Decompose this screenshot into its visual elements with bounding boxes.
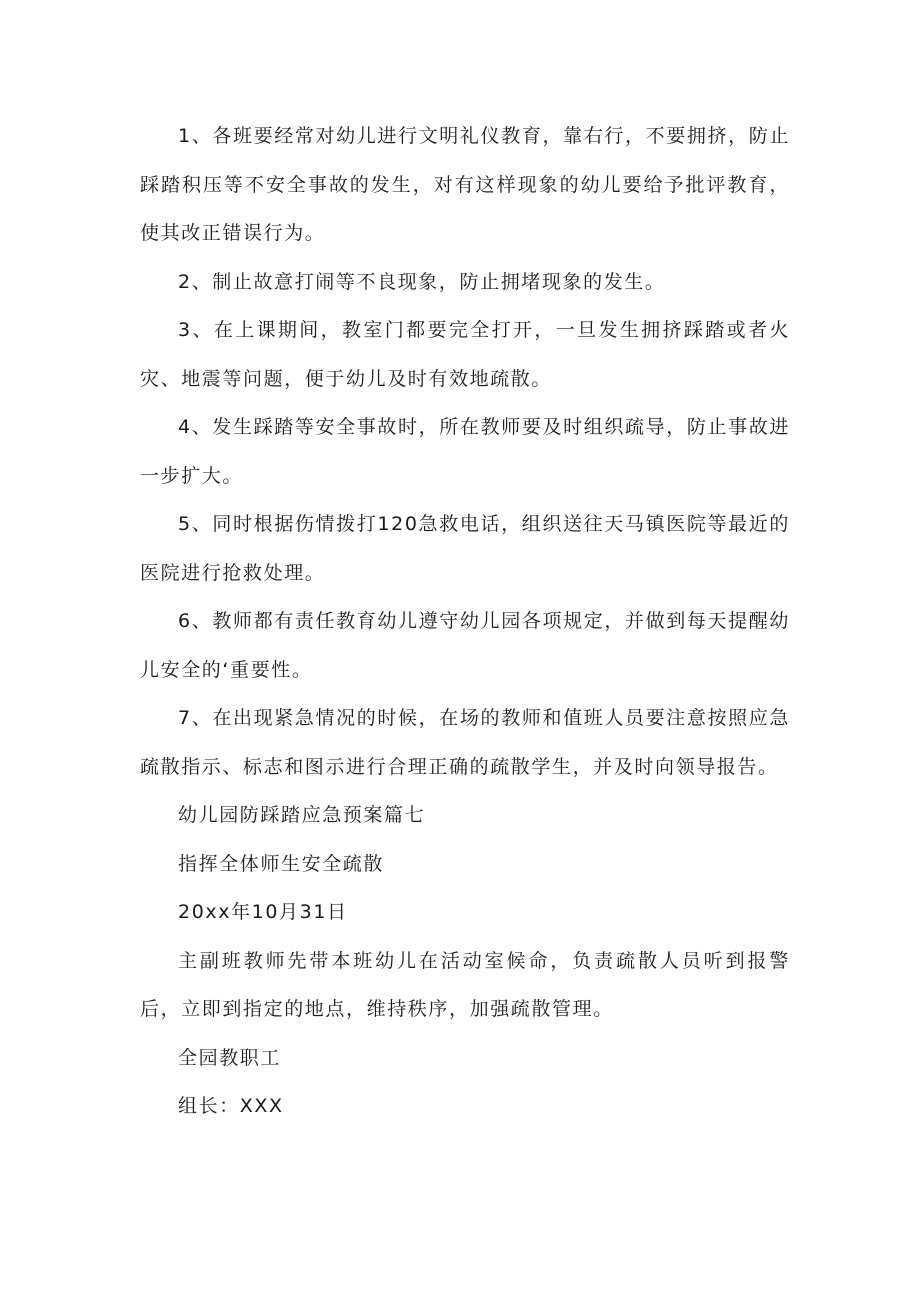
paragraph-rule-3: 3、在上课期间，教室门都要完全打开，一旦发生拥挤踩踏或者火灾、地震等问题，便于幼儿及时有效地疏散。: [140, 319, 790, 390]
paragraph-rule-1: 1、各班要经常对幼儿进行文明礼仪教育，靠右行，不要拥挤，防止踩踏积压等不安全事故的发生，对有这样现象的幼儿要给予批评教育，使其改正错误行为。: [140, 125, 790, 244]
paragraph-rule-7: 7、在出现紧急情况的时候，在场的教师和值班人员要注意按照应急疏散指示、标志和图示进行合理正确的疏散学生，并及时向领导报告。: [140, 707, 790, 778]
section-heading: 幼儿园防踩踏应急预案篇七: [178, 804, 426, 826]
command-line: 指挥全体师生安全疏散: [178, 852, 385, 875]
paragraph-rule-5: 5、同时根据伤情拨打120急救电话，组织送往天马镇医院等最近的医院进行抢救处理。: [140, 513, 790, 584]
staff-line: 全园教职工: [178, 1046, 282, 1069]
document-body: [140, 112, 790, 1131]
paragraph-rule-4: 4、发生踩踏等安全事故时，所在教师要及时组织疏导，防止事故进一步扩大。: [140, 416, 790, 487]
leader-line: 组长：XXX: [178, 1095, 284, 1117]
paragraph-instructions: 主副班教师先带本班幼儿在活动室候命，负责疏散人员听到报警后，立即到指定的地点，维持秩序，加强疏散管理。: [140, 949, 790, 1020]
date-line: 20xx年10月31日: [178, 901, 348, 923]
paragraph-rule-6: 6、教师都有责任教育幼儿遵守幼儿园各项规定，并做到每天提醒幼儿安全的‘重要性。: [140, 610, 790, 681]
paragraph-rule-2: 2、制止故意打闹等不良现象，防止拥堵现象的发生。: [178, 270, 666, 293]
